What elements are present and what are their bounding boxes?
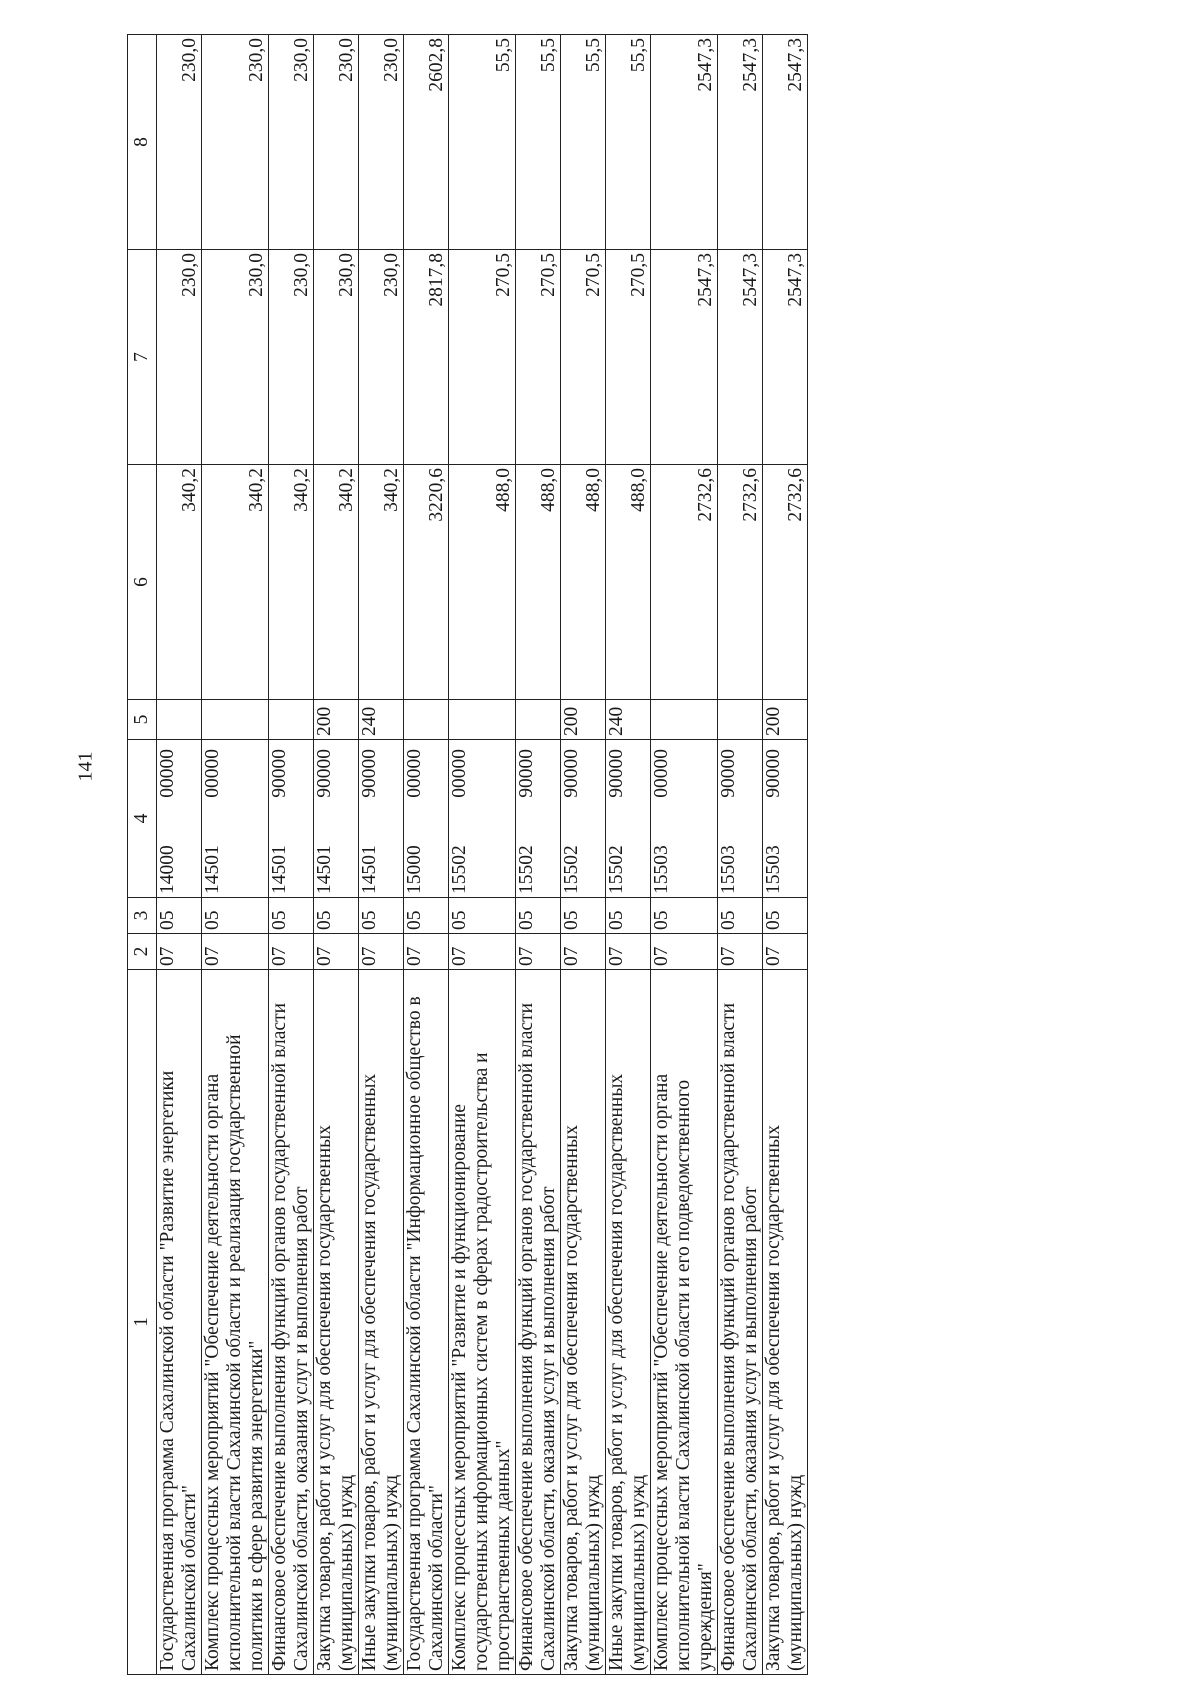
program-code-part1: 15502 [561,845,582,894]
program-code-part2: 90000 [718,749,739,798]
program-code-part2: 00000 [404,749,425,798]
amount-col-7: 2547,3 [718,250,763,465]
amount-col-8: 2547,3 [763,35,808,250]
amount-col-6: 340,2 [269,465,314,700]
program-code [157,740,202,898]
row-name: Финансовое обеспечение выполнения функций органов государственной власти Сахалинской области, оказания услуг и выполнения работ [269,970,314,1675]
column-header-7: 7 [128,250,157,465]
program-code [314,740,359,898]
table-row [157,35,202,1675]
column-header-3: 3 [128,898,157,934]
subsection-code: 05 [449,898,516,934]
row-name: Комплекс процессных мероприятий "Развитие и функционирование государственных информационных систем в сферах градостроительства и пространственных данных" [449,970,516,1675]
program-code-part1: 15503 [718,845,739,894]
table-row [359,35,404,1675]
table-row [718,35,763,1675]
amount-col-8: 230,0 [269,35,314,250]
amount-col-7: 270,5 [516,250,561,465]
program-code-part2: 90000 [606,749,627,798]
amount-col-7: 230,0 [314,250,359,465]
row-name: Финансовое обеспечение выполнения функций органов государственной власти Сахалинской области, оказания услуг и выполнения работ [718,970,763,1675]
table-row [404,35,449,1675]
amount-col-6: 340,2 [157,465,202,700]
program-code [404,740,449,898]
row-name: Комплекс процессных мероприятий "Обеспечение деятельности органа исполнительной власти Сахалинской области и реализация государственной политики в сфере развития энергетики" [202,970,269,1675]
program-code-part1: 15000 [404,845,425,894]
program-code [516,740,561,898]
amount-col-8: 2547,3 [718,35,763,250]
section-code: 07 [157,934,202,970]
table-row [449,35,516,1675]
amount-col-8: 230,0 [359,35,404,250]
amount-col-8: 230,0 [202,35,269,250]
amount-col-8: 230,0 [157,35,202,250]
section-code: 07 [359,934,404,970]
program-code [763,740,808,898]
subsection-code: 05 [561,898,606,934]
expense-type-code: 240 [359,700,404,740]
table-header-row [128,35,157,1675]
program-code-part2: 00000 [202,749,223,798]
section-code: 07 [404,934,449,970]
program-code-part1: 15503 [651,845,672,894]
program-code [202,740,269,898]
amount-col-6: 488,0 [516,465,561,700]
budget-table-sheet [127,35,1067,1675]
amount-col-7: 2817,8 [404,250,449,465]
column-header-1: 1 [128,970,157,1675]
section-code: 07 [651,934,718,970]
amount-col-7: 270,5 [606,250,651,465]
row-name: Закупка товаров, работ и услуг для обеспечения государственных (муниципальных) нужд [763,970,808,1675]
program-code [359,740,404,898]
table-row [561,35,606,1675]
expense-type-code [449,700,516,740]
program-code [561,740,606,898]
row-name: Государственная программа Сахалинской области "Информационное общество в Сахалинской области" [404,970,449,1675]
expense-type-code [269,700,314,740]
expense-type-code: 240 [606,700,651,740]
row-name: Государственная программа Сахалинской области "Развитие энергетики Сахалинской области" [157,970,202,1675]
amount-col-7: 230,0 [269,250,314,465]
program-code-part1: 15503 [763,845,784,894]
table-body [157,35,808,1675]
row-name: Закупка товаров, работ и услуг для обеспечения государственных (муниципальных) нужд [314,970,359,1675]
program-code [449,740,516,898]
subsection-code: 05 [404,898,449,934]
program-code-part1: 14000 [157,845,178,894]
expense-type-code [651,700,718,740]
section-code: 07 [606,934,651,970]
section-code: 07 [763,934,808,970]
amount-col-7: 270,5 [449,250,516,465]
column-header-5: 5 [128,700,157,740]
subsection-code: 05 [157,898,202,934]
row-name: Иные закупки товаров, работ и услуг для обеспечения государственных (муниципальных) нужд [606,970,651,1675]
amount-col-7: 2547,3 [651,250,718,465]
amount-col-7: 230,0 [359,250,404,465]
amount-col-7: 230,0 [157,250,202,465]
program-code-part2: 90000 [314,749,335,798]
program-code-part1: 14501 [314,845,335,894]
amount-col-6: 488,0 [449,465,516,700]
amount-col-6: 340,2 [359,465,404,700]
amount-col-6: 488,0 [561,465,606,700]
program-code [718,740,763,898]
program-code-part2: 90000 [516,749,537,798]
program-code-part1: 14501 [202,845,223,894]
subsection-code: 05 [269,898,314,934]
section-code: 07 [449,934,516,970]
amount-col-6: 488,0 [606,465,651,700]
section-code: 07 [516,934,561,970]
amount-col-6: 340,2 [202,465,269,700]
program-code-part2: 00000 [651,749,672,798]
subsection-code: 05 [651,898,718,934]
amount-col-8: 2602,8 [404,35,449,250]
amount-col-6: 2732,6 [763,465,808,700]
program-code-part1: 14501 [359,845,380,894]
amount-col-7: 230,0 [202,250,269,465]
expense-type-code [718,700,763,740]
row-name: Иные закупки товаров, работ и услуг для обеспечения государственных (муниципальных) нужд [359,970,404,1675]
amount-col-8: 55,5 [606,35,651,250]
program-code-part2: 00000 [449,749,470,798]
expense-type-code: 200 [314,700,359,740]
subsection-code: 05 [359,898,404,934]
program-code-part2: 00000 [157,749,178,798]
amount-col-6: 3220,6 [404,465,449,700]
program-code-part2: 90000 [359,749,380,798]
table-row [651,35,718,1675]
subsection-code: 05 [606,898,651,934]
expense-type-code [516,700,561,740]
expense-type-code [404,700,449,740]
row-name: Финансовое обеспечение выполнения функций органов государственной власти Сахалинской области, оказания услуг и выполнения работ [516,970,561,1675]
amount-col-8: 55,5 [561,35,606,250]
column-header-4: 4 [128,740,157,898]
row-name: Закупка товаров, работ и услуг для обеспечения государственных (муниципальных) нужд [561,970,606,1675]
subsection-code: 05 [202,898,269,934]
program-code-part1: 15502 [516,845,537,894]
amount-col-6: 2732,6 [651,465,718,700]
column-header-2: 2 [128,934,157,970]
row-name: Комплекс процессных мероприятий "Обеспечение деятельности органа исполнительной власти Сахалинской области и его подведомственного учреждения" [651,970,718,1675]
table-row [269,35,314,1675]
table-row [314,35,359,1675]
page-number: 141 [74,751,97,782]
table-row [202,35,269,1675]
program-code-part2: 90000 [561,749,582,798]
amount-col-8: 55,5 [449,35,516,250]
table-row [606,35,651,1675]
program-code-part1: 15502 [606,845,627,894]
budget-table [127,34,808,1675]
program-code [651,740,718,898]
program-code-part2: 90000 [763,749,784,798]
program-code [606,740,651,898]
expense-type-code: 200 [763,700,808,740]
section-code: 07 [269,934,314,970]
program-code-part2: 90000 [269,749,290,798]
subsection-code: 05 [763,898,808,934]
table-row [763,35,808,1675]
section-code: 07 [314,934,359,970]
amount-col-7: 270,5 [561,250,606,465]
program-code-part1: 15502 [449,845,470,894]
expense-type-code [202,700,269,740]
amount-col-8: 2547,3 [651,35,718,250]
table-row [516,35,561,1675]
expense-type-code: 200 [561,700,606,740]
section-code: 07 [202,934,269,970]
amount-col-8: 230,0 [314,35,359,250]
subsection-code: 05 [314,898,359,934]
subsection-code: 05 [718,898,763,934]
amount-col-6: 340,2 [314,465,359,700]
column-header-6: 6 [128,465,157,700]
amount-col-6: 2732,6 [718,465,763,700]
program-code-part1: 14501 [269,845,290,894]
amount-col-8: 55,5 [516,35,561,250]
amount-col-7: 2547,3 [763,250,808,465]
subsection-code: 05 [516,898,561,934]
section-code: 07 [561,934,606,970]
section-code: 07 [718,934,763,970]
program-code [269,740,314,898]
column-header-8: 8 [128,35,157,250]
expense-type-code [157,700,202,740]
